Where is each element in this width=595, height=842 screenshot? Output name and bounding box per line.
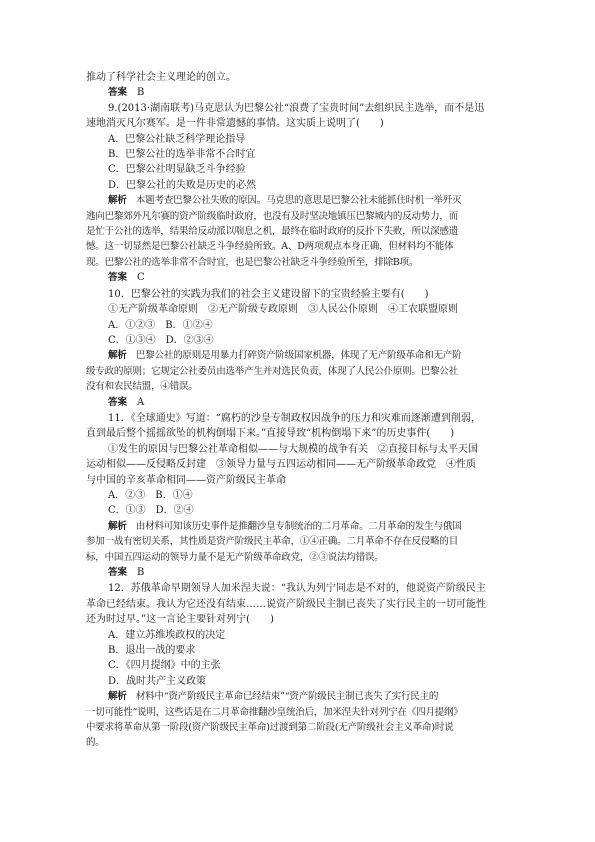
- question-stem: 11．《全球通史》写道：“腐朽的沙皇专制政权因战争的压力和灾难而逐渐遭到削弱，: [108, 412, 481, 424]
- answer-label: 答案: [108, 272, 128, 284]
- analysis-text: 一切可能性”说明，这些话是在二月革命推翻沙皇统治后，加米涅夫针对列宁在《四月提纲》: [86, 706, 463, 718]
- analysis: [86, 689, 519, 704]
- question-12: [86, 581, 519, 750]
- question-stem: 速地消灭凡尔赛军。是一件非常遗憾的事情。这实质上说明了( ): [86, 118, 384, 130]
- question-items: 与中国的辛亥革命相同——资产阶级民主革命: [86, 474, 286, 486]
- question-10: [86, 287, 519, 410]
- answer-value: A: [137, 396, 145, 408]
- analysis-text: 中要求将革命从第一阶段(资产阶级民主革命)过渡到第二阶段(无产阶级社会主义革命)时说: [86, 722, 454, 734]
- analysis: [86, 193, 519, 208]
- question-items: ①无产阶级革命原则 ②无产阶级专政原则 ③人民公仆原则 ④工农联盟原则: [108, 304, 458, 316]
- question-stem: 9.(2013·湖南联考)马克思认为巴黎公社“浪费了宝贵时间”去组织民主选举，而不是迅: [108, 102, 485, 114]
- analysis: [86, 519, 519, 534]
- answer-label: 答案: [108, 567, 128, 578]
- question-items: ①发生的原因与巴黎公社革命相似——与大规模的战争有关 ②直接目标与太平天国: [108, 443, 478, 455]
- answer-9: [86, 270, 519, 285]
- analysis-text: 的。: [86, 737, 105, 749]
- question-stem: 直到最后整个摇摇欲坠的机构倒塌下来。”直接导致“机构倒塌下来”的历史事件( ): [86, 428, 455, 440]
- document-page: [86, 70, 519, 752]
- question-9: [86, 101, 519, 286]
- answer-10: [86, 395, 519, 410]
- option-b: B．巴黎公社的选举非常不合时宜: [108, 149, 256, 161]
- option-d: D．巴黎公社的失败是历史的必然: [108, 179, 257, 191]
- option-row: C．①③ D．②④: [108, 505, 194, 517]
- option-row: A．②③ B．①④: [108, 489, 193, 501]
- analysis: [86, 348, 519, 363]
- analysis-text: 巴黎公社的原则是用暴力打碎资产阶级国家机器，体现了无产阶级革命和无产阶: [135, 350, 462, 362]
- question-items: 运动相似——反侵略反封建 ③领导力量与五四运动相同——无产阶级革命政党 ④性质: [86, 459, 476, 471]
- option-b: B．退出一战的要求: [108, 645, 196, 657]
- analysis-label: 解析: [108, 195, 127, 207]
- option-row: A．①②③ B．①②④: [108, 319, 213, 331]
- question-11: [86, 411, 519, 580]
- analysis-text: 逃向巴黎郊外凡尔赛的资产阶级临时政府，也没有及时坚决地镇压巴黎城内的反动势力，而: [86, 210, 459, 222]
- option-c: C．《四月提纲》中的主张: [108, 660, 221, 672]
- option-row: C．①③④ D．②③④: [108, 334, 214, 346]
- analysis-text: 是忙于公社的选举，结果给反动派以喘息之机，最终在临时政府的反扑下失败，所以深感遗: [86, 226, 459, 238]
- option-c: C．巴黎公社明显缺乏斗争经验: [108, 164, 246, 176]
- analysis-text: 标，中国五四运动的领导力量不是无产阶级革命政党，②③说法均错误。: [86, 551, 384, 563]
- answer-label: 答案: [108, 87, 128, 99]
- option-a: A．巴黎公社缺乏科学理论指导: [108, 133, 246, 145]
- analysis-text: 现。巴黎公社的选举非常不合时宜，也是巴黎公社缺乏斗争经验所至，排除B项。: [86, 256, 419, 268]
- analysis-text: 没有和农民结盟，④错误。: [86, 381, 198, 393]
- answer-8: [86, 85, 519, 100]
- analysis-text: 由材料可知该历史事件是推翻沙皇专制统治的二月革命。二月革命的发生与俄国: [135, 520, 462, 532]
- analysis-label: 解析: [108, 520, 127, 532]
- analysis-text: 本题考查巴黎公社失败的原因。马克思的意思是巴黎公社未能抓住时机一举歼灭: [135, 195, 462, 207]
- answer-value: C: [137, 272, 145, 284]
- question-stem: 12．苏俄革命早期领导人加米涅夫说：“我认为列宁同志是不对的，他说资产阶级民主: [108, 583, 486, 595]
- option-a: A．建立苏维埃政权的决定: [108, 629, 226, 641]
- answer-value: B: [137, 87, 145, 99]
- analysis-text: 材料中“资产阶级民主革命已经结束”“资产阶级民主制已丧失了实行民主的: [135, 691, 439, 703]
- question-stem: 革命已经结束。我认为它还没有结束……说资产阶级民主制已丧失了实行民主的一切可能性: [86, 598, 486, 610]
- continued-text: 推动了科学社会主义理论的创立。: [86, 72, 236, 83]
- analysis-text: 憾。这一切显然是巴黎公社缺乏斗争经验所致。A、D两项观点本身正确，但材料均不能体: [86, 241, 454, 253]
- question-stem: 10．巴黎公社的实践为我们的社会主义建设留下的宝贵经验主要有( ): [108, 288, 429, 300]
- answer-value: B: [137, 567, 145, 578]
- question-stem: 还为时过早。”这一言论主要针对列宁( ): [86, 614, 274, 626]
- option-d: D．战时共产主义政策: [108, 675, 207, 687]
- answer-label: 答案: [108, 396, 128, 408]
- analysis-label: 解析: [108, 691, 127, 703]
- analysis-label: 解析: [108, 350, 127, 362]
- analysis-text: 级专政的原则；它规定公社委员由选举产生并对选民负责，体现了人民公仆原则。巴黎公社: [86, 365, 459, 377]
- answer-11: [86, 565, 519, 580]
- analysis-text: 参加一战有密切关系，其性质是资产阶级民主革命，①④正确。二月革命不存在反侵略的目: [86, 536, 459, 548]
